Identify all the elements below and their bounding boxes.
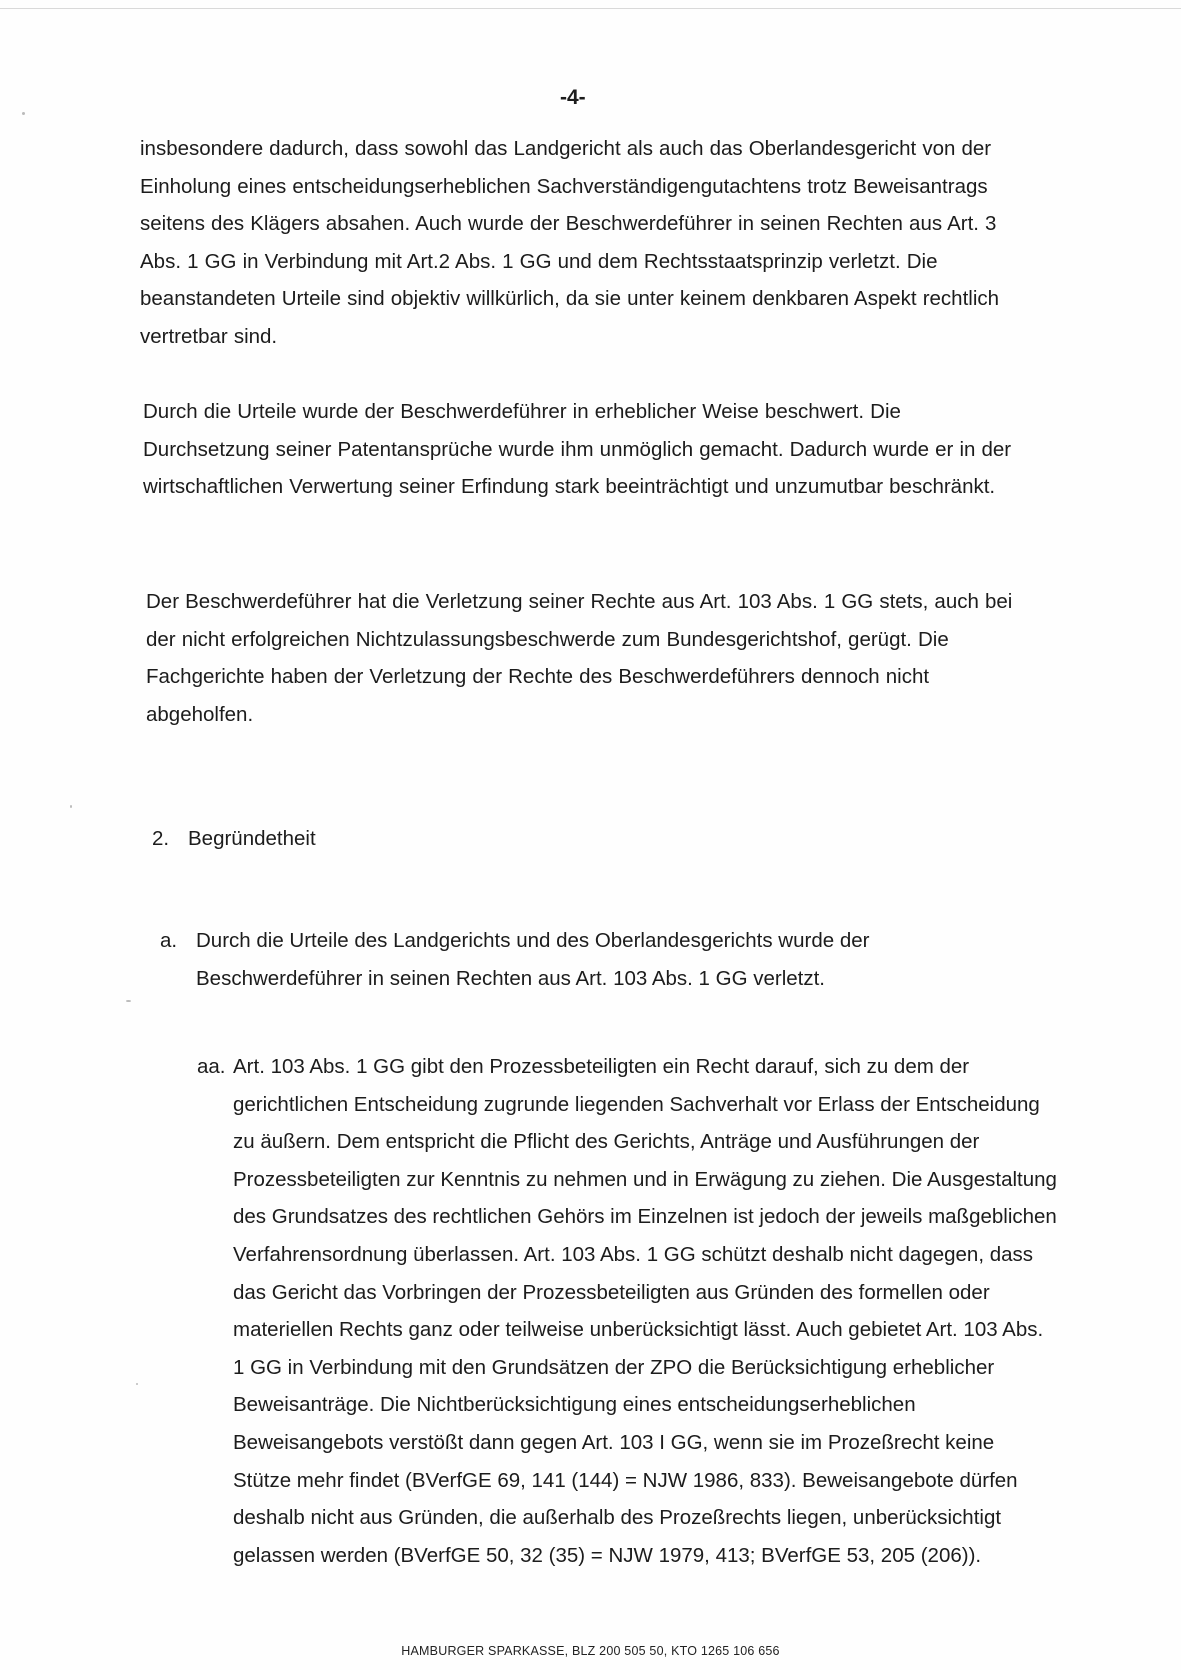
footer-bank-details: HAMBURGER SPARKASSE, BLZ 200 505 50, KTO 1265 106 656 (401, 1644, 780, 1658)
section-heading (152, 820, 316, 858)
list-item-a (160, 922, 1040, 997)
list-marker: aa. (197, 1055, 226, 1078)
list-item-text: Durch die Urteile des Landgerichts und des Oberlandesgerichts wurde der Beschwerdeführer in seinen Rechten aus Art. 103 Abs. 1 GG verletzt. (196, 929, 870, 990)
paragraph: Der Beschwerdeführer hat die Verletzung seiner Rechte aus Art. 103 Abs. 1 GG stets, auch bei der nicht erfolgreichen Nichtzulassungsbeschwerde zum Bundesgerichtshof, gerügt. Die Fachgerichte haben der Verletzung der Rechte des Beschwerdeführers dennoch nicht abgeholfen. (146, 590, 1013, 726)
list-item-aa (197, 1048, 1057, 1574)
scan-edge-line (0, 8, 1181, 9)
page-number: -4- (560, 86, 586, 109)
list-marker: a. (160, 929, 178, 952)
section-number: 2. (152, 827, 170, 850)
list-item-text: Art. 103 Abs. 1 GG gibt den Prozessbeteiligten ein Recht darauf, sich zu dem der gerichtlichen Entscheidung zugrunde liegenden Sachverhalt vor Erlass der Entscheidung zu äußern. Dem entspricht die Pflicht des Gerichts, Anträge und Ausführungen der Prozessbeteiligten zur Kenntnis zu nehmen und in Erwägung zu ziehen. Die Ausgestaltung des Grundsatzes des rechtlichen Gehörs im Einzelnen ist jedoch der jeweils maßgeblichen Verfahrensordnung überlassen. Art. 103 Abs. 1 GG schützt deshalb nicht dagegen, dass das Gericht das Vorbringen der Prozessbeteiligten aus Gründen des formellen oder materiellen Rechts ganz oder teilweise unberücksichtigt lässt. Auch gebietet Art. 103 Abs. 1 GG in Verbindung mit den Grundsätzen der ZPO die Berücksichtigung erheblicher Beweisanträge. Die Nichtberücksichtigung eines entscheidungserheblichen Beweisangebots verstößt dann gegen Art. 103 I GG, wenn sie im Prozeßrecht keine Stütze mehr findet (BVerfGE 69, 141 (144) = NJW 1986, 833). Beweisangebote dürfen deshalb nicht aus Gründen, die außerhalb des Prozeßrechts liegen, unberücksichtigt gelassen werden (BVerfGE 50, 32 (35) = NJW 1979, 413; BVerfGE 53, 205 (206)). (233, 1055, 1057, 1567)
scan-speck (126, 1000, 131, 1002)
paragraph: Durch die Urteile wurde der Beschwerdeführer in erheblicher Weise beschwert. Die Durchsetzung seiner Patentansprüche wurde ihm unmöglich gemacht. Dadurch wurde er in der wirtschaftlichen Verwertung seiner Erfindung stark beeinträchtigt und unzumutbar beschränkt. (143, 400, 1012, 499)
scan-speck (22, 112, 25, 115)
paragraph: insbesondere dadurch, dass sowohl das Landgericht als auch das Oberlandesgericht von der Einholung eines entscheidungserheblichen Sachverständigengutachtens trotz Beweisantrags seitens des Klägers absahen. Auch wurde der Beschwerdeführer in seinen Rechten aus Art. 3 Abs. 1 GG in Verbindung mit Art.2 Abs. 1 GG und dem Rechtsstaatsprinzip verletzt. Die beanstandeten Urteile sind objektiv willkürlich, da sie unter keinem denkbaren Aspekt rechtlich vertretbar sind. (140, 137, 1000, 348)
scan-speck (136, 1383, 138, 1385)
scan-speck (70, 805, 72, 808)
section-title: Begründetheit (188, 827, 316, 850)
